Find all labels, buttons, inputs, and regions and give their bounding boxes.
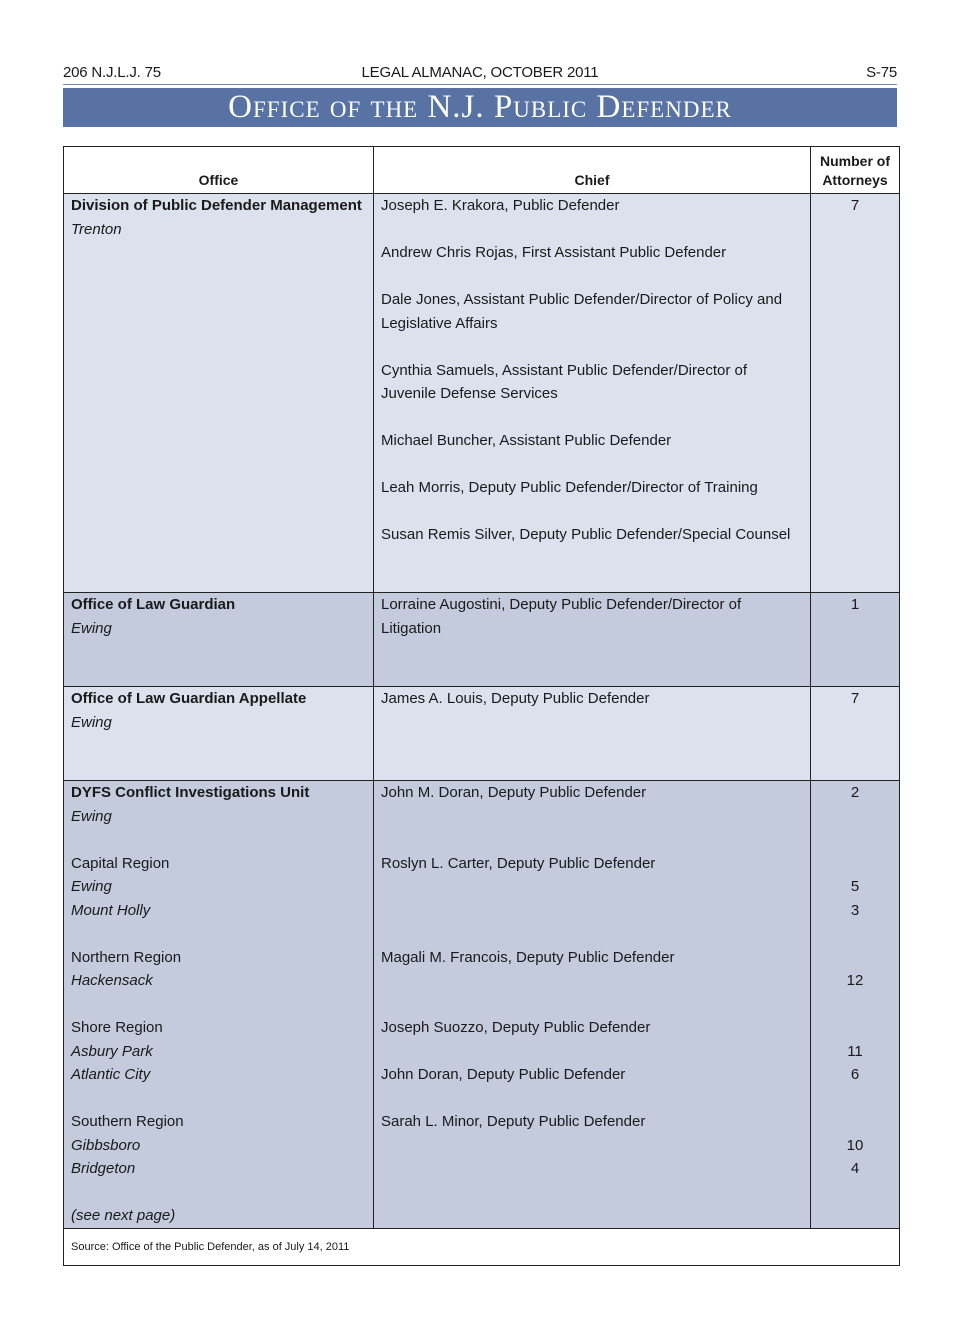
table-header-row — [64, 147, 900, 194]
chief-line: John Doran, Deputy Public Defender — [381, 1066, 626, 1083]
chief-cell — [374, 194, 811, 593]
col-header-attorneys — [811, 147, 900, 194]
chief-line: Joseph E. Krakora, Public Defender — [381, 197, 620, 214]
region-office: Gibbsboro — [71, 1136, 141, 1154]
region-office: Mount Holly — [71, 901, 151, 919]
chief-line: Joseph Suozzo, Deputy Public Defender — [381, 1019, 651, 1036]
attorney-count: 1 — [850, 596, 860, 613]
chief-line: Michael Buncher, Assistant Public Defender — [381, 432, 672, 449]
region-name: Southern Region — [71, 1113, 184, 1130]
office-name: Division of Public Defender Management — [71, 197, 362, 214]
attorney-count: 3 — [850, 901, 860, 919]
region-office: Bridgeton — [71, 1160, 136, 1177]
region-office: Atlantic City — [71, 1066, 151, 1083]
col-header-attorneys-line1: Number of — [820, 153, 890, 169]
attorney-count: 5 — [850, 878, 860, 895]
attorney-count: 11 — [847, 1042, 863, 1060]
source-row — [64, 1228, 900, 1265]
attorney-count: 7 — [850, 690, 860, 707]
region-name: Capital Region — [71, 854, 170, 872]
col-header-office: Office — [64, 147, 374, 194]
chief-line: Andrew Chris Rojas, First Assistant Public Defender — [381, 244, 727, 261]
chief-line: Roslyn L. Carter, Deputy Public Defender — [381, 854, 656, 872]
office-cell — [64, 194, 374, 593]
office-location: Ewing — [71, 807, 112, 825]
table-row — [64, 781, 900, 1229]
attorney-count: 6 — [850, 1066, 860, 1083]
region-office: Asbury Park — [71, 1042, 153, 1060]
chief-line: James A. Louis, Deputy Public Defender — [381, 690, 650, 707]
region-name: Shore Region — [71, 1019, 163, 1036]
attorney-count: 4 — [850, 1160, 860, 1177]
office-cell — [64, 593, 374, 687]
attorney-count: 12 — [846, 972, 864, 989]
attorney-count: 10 — [846, 1136, 864, 1154]
office-location: Ewing — [71, 619, 112, 637]
office-location: Trenton — [71, 220, 122, 238]
chief-line: Juvenile Defense Services — [381, 385, 558, 402]
chief-line: Leah Morris, Deputy Public Defender/Director of Training — [381, 479, 758, 496]
page-citation: 206 N.J.L.J. 75 — [63, 64, 161, 81]
chief-line: Legislative Affairs — [381, 314, 498, 332]
chief-cell — [374, 593, 811, 687]
chief-line: Dale Jones, Assistant Public Defender/Director of Policy and — [381, 291, 783, 308]
publication-title: LEGAL ALMANAC, OCTOBER 2011 — [361, 64, 599, 81]
continued-note: (see next page) — [71, 1207, 176, 1224]
header-rule — [63, 84, 897, 85]
page-title: Office of the N.J. Public Defender — [63, 88, 897, 127]
region-office: Hackensack — [71, 972, 153, 989]
chief-line: Sarah L. Minor, Deputy Public Defender — [381, 1113, 646, 1130]
office-location: Ewing — [71, 713, 112, 731]
chief-line: Susan Remis Silver, Deputy Public Defender/Special Counsel — [381, 526, 791, 543]
running-head — [63, 62, 897, 84]
office-name: Office of Law Guardian Appellate — [71, 690, 307, 707]
chief-cell — [374, 687, 811, 781]
col-header-attorneys-line2: Attorneys — [822, 172, 888, 188]
defender-table-wrap — [63, 146, 897, 1266]
table-row — [64, 194, 900, 593]
page-number: S-75 — [866, 64, 897, 81]
chief-line: Cynthia Samuels, Assistant Public Defender/Director of — [381, 361, 747, 379]
chief-line: Magali M. Francois, Deputy Public Defender — [381, 948, 675, 966]
office-cell — [64, 781, 374, 1229]
attorney-count: 2 — [850, 784, 860, 801]
table-row — [64, 593, 900, 687]
region-office: Ewing — [71, 878, 112, 895]
attorney-count: 7 — [850, 197, 860, 214]
chief-line: Litigation — [381, 619, 442, 637]
office-name: DYFS Conflict Investigations Unit — [71, 784, 310, 801]
office-cell — [64, 687, 374, 781]
source-note: Source: Office of the Public Defender, as of July 14, 2011 — [64, 1228, 900, 1265]
chief-line: Lorraine Augostini, Deputy Public Defender/Director of — [381, 596, 742, 613]
attorney-count-cell — [811, 781, 900, 1229]
chief-cell — [374, 781, 811, 1229]
office-name: Office of Law Guardian — [71, 596, 236, 613]
attorney-count-cell — [811, 687, 900, 781]
attorney-count-cell — [811, 593, 900, 687]
col-header-chief: Chief — [374, 147, 811, 194]
defender-table — [63, 146, 900, 1266]
region-name: Northern Region — [71, 948, 182, 966]
table-row — [64, 687, 900, 781]
chief-line: John M. Doran, Deputy Public Defender — [381, 784, 647, 801]
attorney-count-cell — [811, 194, 900, 593]
